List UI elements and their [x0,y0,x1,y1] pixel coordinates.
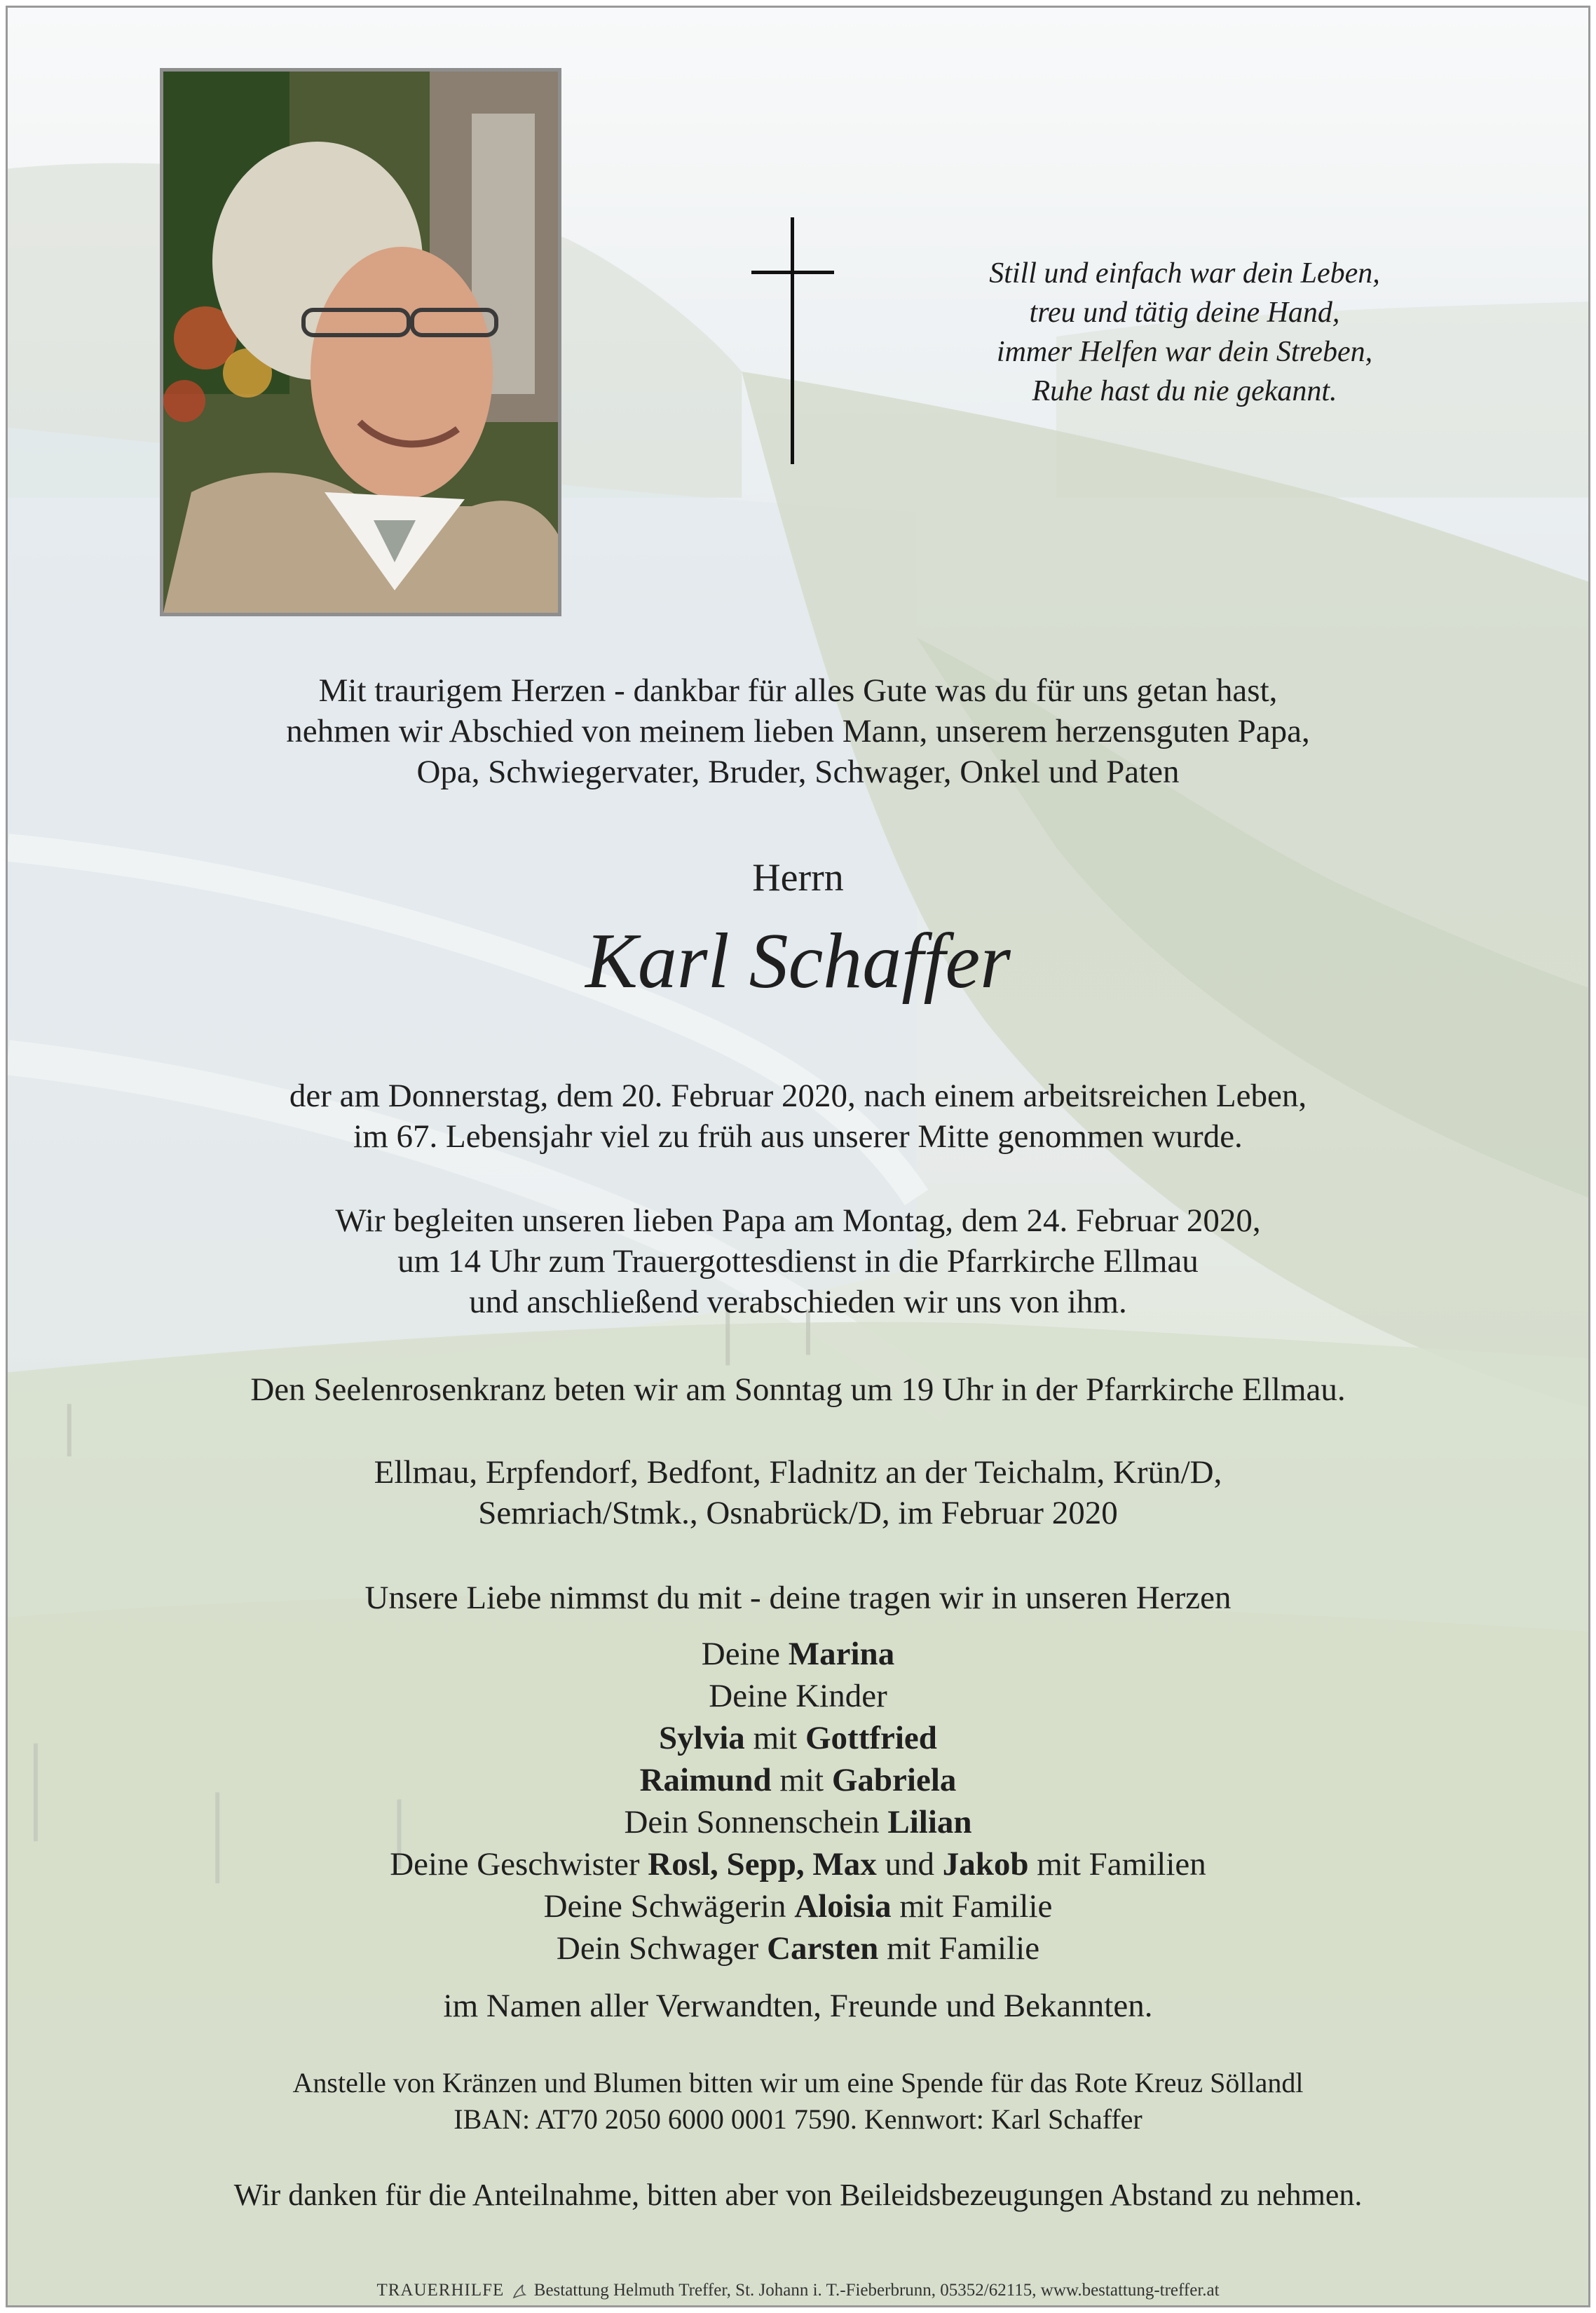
footer-brand: TRAUERHILFE [376,2281,505,2300]
memorial-poem [911,254,1458,411]
deceased-name: Karl Schaffer [585,918,1011,1005]
poem-line: Still und einfach war dein Leben, [989,257,1380,290]
funeral-line: und anschließend verabschieden wir uns von ihm. [469,1284,1127,1320]
portrait-photo [160,68,561,616]
mourner-child: Sylvia mit Gottfried [659,1720,937,1756]
poem-line: immer Helfen war dein Streben, [996,336,1373,368]
donation-line: IBAN: AT70 2050 6000 0001 7590. Kennwort: Karl Schaffer [453,2103,1143,2135]
mourner-children-label: Deine Kinder [709,1678,887,1714]
funeral-line: um 14 Uhr zum Trauergottesdienst in die Pfarrkirche Ellmau [397,1243,1199,1280]
death-notice [0,1076,1596,1157]
donation-notice [0,2065,1596,2138]
intro-text [0,670,1596,792]
places-line: Ellmau, Erpfendorf, Bedfont, Fladnitz an der Teichalm, Krün/D, [374,1454,1222,1491]
cross-icon [751,217,834,464]
mourners-list [0,1633,1596,1969]
donation-line: Anstelle von Kränzen und Blumen bitten wir um eine Spende für das Rote Kreuz Söllandl [292,2067,1304,2098]
funeral-notice [0,1200,1596,1322]
mourner-wife: Deine Marina [701,1636,895,1672]
mourner-grandchild: Dein Sonnenschein Lilian [624,1804,972,1840]
intro-line: Mit traurigem Herzen - dankbar für alles Gute was du für uns getan hast, [318,672,1278,709]
relatives-line: im Namen aller Verwandten, Freunde und Bekannten. [443,1988,1153,2024]
dove-logo-icon [512,2282,527,2300]
mourner-child: Raimund mit Gabriela [639,1762,957,1798]
intro-line: Opa, Schwiegervater, Bruder, Schwager, Onkel und Paten [416,754,1180,790]
mourner-brother-in-law: Dein Schwager Carsten mit Familie [556,1930,1040,1967]
death-line: im 67. Lebensjahr viel zu früh aus unserer Mitte genommen wurde. [353,1118,1243,1155]
mourner-siblings: Deine Geschwister Rosl, Sepp, Max und Jakob mit Familien [390,1846,1206,1883]
places-line: Semriach/Stmk., Osnabrück/D, im Februar 2020 [478,1495,1118,1531]
salutation: Herrn [752,856,844,900]
footer [0,2280,1596,2301]
death-line: der am Donnerstag, dem 20. Februar 2020, nach einem arbeitsreichen Leben, [289,1078,1307,1114]
funeral-line: Wir begleiten unseren lieben Papa am Montag, dem 24. Februar 2020, [335,1202,1261,1239]
footer-text: Bestattung Helmuth Treffer, St. Johann i. T.-Fieberbrunn, 05352/62115, www.bestattung-treffer.at [533,2281,1220,2300]
rosary-notice: Den Seelenrosenkranz beten wir am Sonntag um 19 Uhr in der Pfarrkirche Ellmau. [250,1371,1346,1408]
mourner-sister-in-law: Deine Schwägerin Aloisia mit Familie [543,1888,1053,1925]
thanks-line: Wir danken für die Anteilnahme, bitten aber von Beileidsbezeugungen Abstand zu nehmen. [233,2178,1363,2212]
intro-line: nehmen wir Abschied von meinem lieben Mann, unserem herzensguten Papa, [286,713,1310,749]
poem-line: treu und tätig deine Hand, [1029,297,1340,329]
love-line: Unsere Liebe nimmst du mit - deine tragen wir in unseren Herzen [364,1580,1232,1616]
places-and-date [0,1452,1596,1533]
poem-line: Ruhe hast du nie gekannt. [1032,375,1337,407]
